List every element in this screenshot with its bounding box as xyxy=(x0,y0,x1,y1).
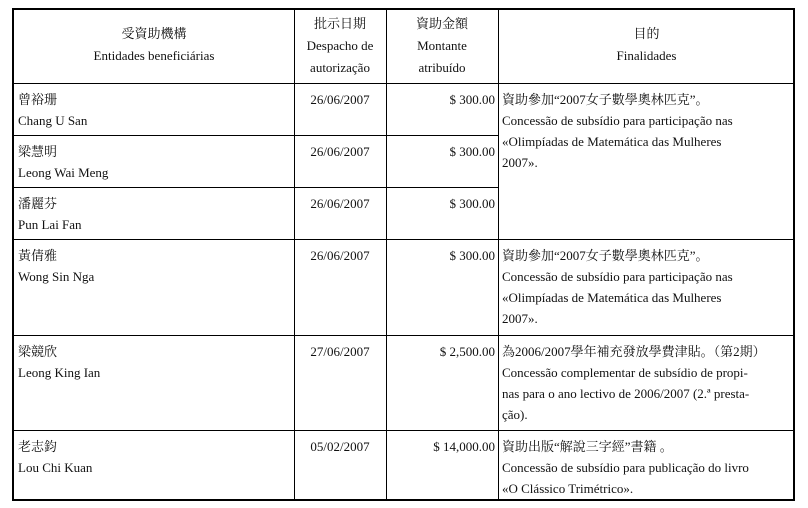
amount-value: $ 2,500.00 xyxy=(439,344,495,359)
row-divider xyxy=(14,135,498,136)
purpose-pt: Concessão complementar de subsídio de propi- xyxy=(502,365,748,380)
date-value: 26/06/2007 xyxy=(310,248,370,263)
purpose-zh: 資助參加“2007女子數學奧林匹克”。 xyxy=(502,248,709,263)
beneficiary-name-zh: 曾裕珊 xyxy=(18,92,58,107)
purpose-pt: ção). xyxy=(502,407,528,422)
beneficiary-name-zh: 黃倩雅 xyxy=(18,248,58,263)
purpose-cell xyxy=(502,341,790,425)
table-row xyxy=(18,141,108,183)
purpose-zh: 資助參加“2007女子數學奧林匹克”。 xyxy=(502,92,709,107)
purpose-pt: «Olimpíadas de Matemática das Mulheres xyxy=(502,290,722,305)
header-divider xyxy=(14,83,795,84)
beneficiary-name-pt: Leong Wai Meng xyxy=(18,165,109,180)
grants-table xyxy=(12,8,795,501)
purpose-pt: 2007». xyxy=(502,155,538,170)
beneficiary-name-pt: Wong Sin Nga xyxy=(18,269,95,284)
date-value: 05/02/2007 xyxy=(310,439,370,454)
header-date: 批示日期 Despacho de autorização xyxy=(306,16,374,75)
row-divider xyxy=(14,430,795,431)
date-value: 27/06/2007 xyxy=(310,344,370,359)
purpose-zh: 為2006/2007學年補充發放學費津貼。（第2期） xyxy=(502,344,766,359)
table-row xyxy=(18,341,100,383)
table-row xyxy=(18,245,94,287)
table-row xyxy=(18,193,82,235)
amount-value: $ 300.00 xyxy=(449,144,495,159)
header-amount: 資助金額 Montante atribuído xyxy=(415,16,468,75)
beneficiary-name-pt: Leong King Ian xyxy=(18,365,101,380)
table-row xyxy=(18,89,87,131)
purpose-pt: Concessão de subsídio para publicação do livro xyxy=(502,460,749,475)
purpose-zh: 資助出版“解說三字經”書籍 。 xyxy=(502,439,673,454)
row-divider xyxy=(14,187,498,188)
row-divider xyxy=(14,239,795,240)
amount-value: $ 300.00 xyxy=(449,92,495,107)
purpose-pt: 2007». xyxy=(502,311,538,326)
beneficiary-name-pt: Lou Chi Kuan xyxy=(18,460,93,475)
beneficiary-name-zh: 梁競欣 xyxy=(18,344,58,359)
header-entity: 受資助機構 Entidades beneficiárias xyxy=(93,26,215,63)
date-value: 26/06/2007 xyxy=(310,196,370,211)
purpose-pt: Concessão de subsídio para participação nas xyxy=(502,269,733,284)
amount-value: $ 300.00 xyxy=(449,196,495,211)
row-divider xyxy=(14,335,795,336)
purpose-pt: «O Clássico Trimétrico». xyxy=(502,481,634,496)
beneficiary-name-zh: 梁慧明 xyxy=(18,144,58,159)
purpose-pt: nas para o ano lectivo de 2006/2007 (2.ª presta- xyxy=(502,386,750,401)
purpose-cell xyxy=(502,245,790,329)
date-value: 26/06/2007 xyxy=(310,92,370,107)
beneficiary-name-zh: 老志鈞 xyxy=(18,439,58,454)
beneficiary-name-pt: Pun Lai Fan xyxy=(18,217,82,232)
purpose-cell xyxy=(502,89,790,173)
date-value: 26/06/2007 xyxy=(310,144,370,159)
beneficiary-name-pt: Chang U San xyxy=(18,113,88,128)
amount-value: $ 300.00 xyxy=(449,248,495,263)
purpose-pt: Concessão de subsídio para participação nas xyxy=(502,113,733,128)
purpose-pt: «Olimpíadas de Matemática das Mulheres xyxy=(502,134,722,149)
header-purpose: 目的 Finalidades xyxy=(616,26,677,63)
purpose-cell xyxy=(502,436,790,499)
beneficiary-name-zh: 潘麗芬 xyxy=(18,196,58,211)
amount-value: $ 14,000.00 xyxy=(433,439,495,454)
table-row xyxy=(18,436,92,478)
